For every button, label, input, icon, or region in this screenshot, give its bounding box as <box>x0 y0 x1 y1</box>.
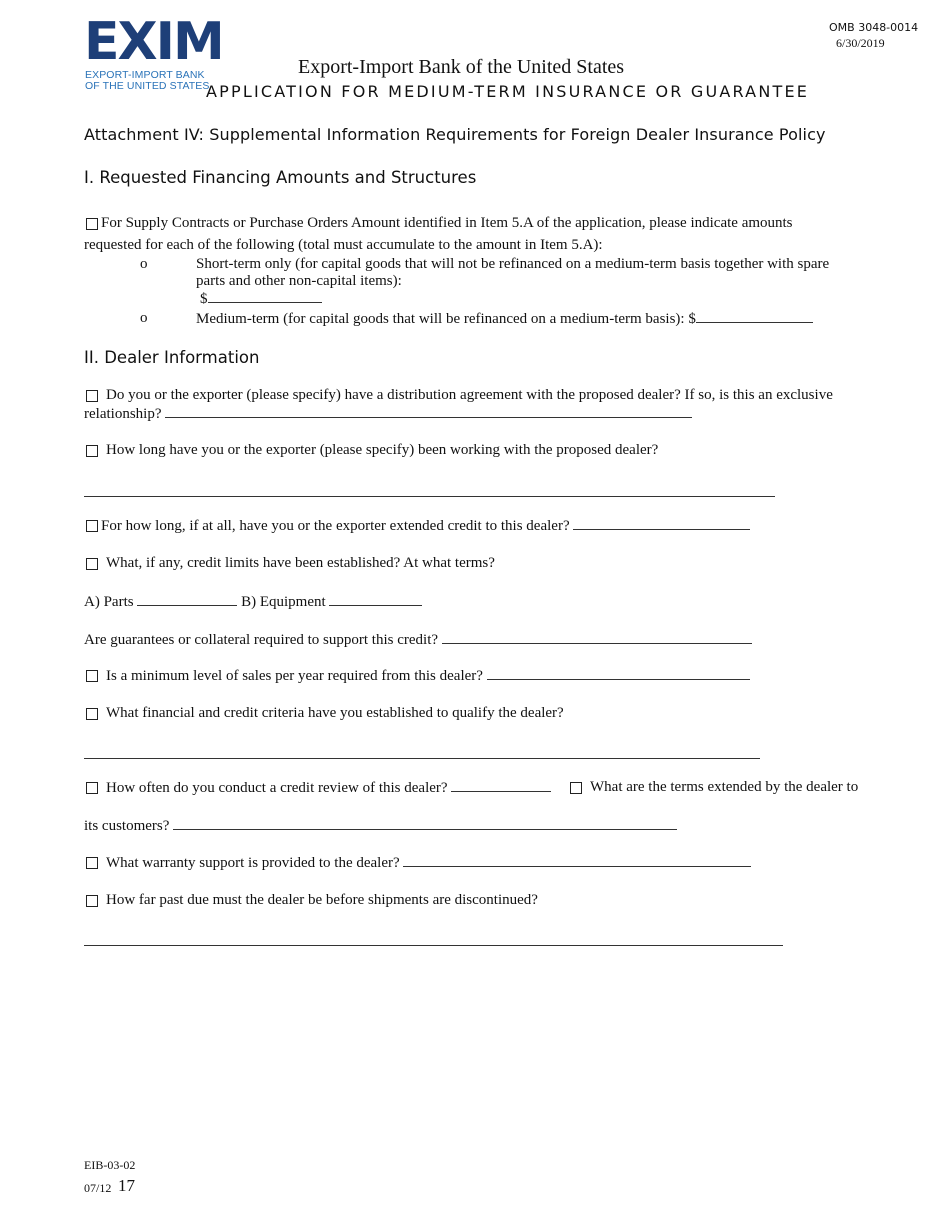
credit-review-label: How often do you conduct a credit review of this dealer? <box>106 780 448 796</box>
warranty-field[interactable] <box>403 854 751 867</box>
credit-limits-question: What, if any, credit limits have been established? At what terms? <box>106 555 495 571</box>
credit-review-question <box>106 779 551 797</box>
section-1-intro-line2: requested for each of the following (total must accumulate to the amount in Item 5.A): <box>84 237 603 253</box>
omb-number: OMB 3048-0014 <box>829 21 919 34</box>
dealer-terms-checkbox[interactable] <box>570 782 582 794</box>
section-2-heading: II. Dealer Information <box>84 348 260 367</box>
bullet-marker: o <box>140 310 148 326</box>
medium-term-label: Medium-term (for capital goods that will be refinanced on a medium-term basis): $ <box>196 311 696 327</box>
short-term-line2: parts and other non-capital items): <box>196 273 402 289</box>
credit-criteria-checkbox[interactable] <box>86 708 98 720</box>
working-duration-question: How long have you or the exporter (please specify) been working with the proposed dealer? <box>106 442 659 458</box>
credit-extended-checkbox[interactable] <box>86 520 98 532</box>
credit-review-field[interactable] <box>451 779 551 792</box>
minimum-sales-question <box>106 667 750 685</box>
section-1-heading: I. Requested Financing Amounts and Structures <box>84 168 477 187</box>
customers-label: its customers? <box>84 818 170 834</box>
exim-logo: EXIM <box>84 12 223 72</box>
parts-field[interactable] <box>137 593 237 606</box>
short-term-amount <box>200 290 322 308</box>
past-due-checkbox[interactable] <box>86 895 98 907</box>
credit-extended-question <box>101 517 750 535</box>
credit-limits-checkbox[interactable] <box>86 558 98 570</box>
credit-extended-field[interactable] <box>573 517 750 530</box>
past-due-question: How far past due must the dealer be before shipments are discontinued? <box>106 892 538 908</box>
short-term-line1: Short-term only (for capital goods that will not be refinanced on a medium-term basis together with spare <box>196 256 830 272</box>
omb-expiration-date: 6/30/2019 <box>836 36 885 50</box>
working-duration-answer-line[interactable] <box>84 496 775 497</box>
supply-contracts-checkbox[interactable] <box>86 218 98 230</box>
distribution-agreement-checkbox[interactable] <box>86 390 98 402</box>
section-1-intro-line1: For Supply Contracts or Purchase Orders Amount identified in Item 5.A of the application, please indicate amounts <box>101 215 793 231</box>
dealer-terms-field[interactable] <box>173 817 677 830</box>
form-title: APPLICATION FOR MEDIUM-TERM INSURANCE OR GUARANTEE <box>206 82 810 101</box>
parts-label: A) Parts <box>84 594 134 610</box>
minimum-sales-field[interactable] <box>487 667 750 680</box>
dealer-terms-question-line2 <box>84 817 677 835</box>
dollar-sign: $ <box>200 291 208 307</box>
distribution-question-line2 <box>84 405 692 423</box>
working-duration-checkbox[interactable] <box>86 445 98 457</box>
relationship-field[interactable] <box>165 405 692 418</box>
guarantees-field[interactable] <box>442 631 752 644</box>
past-due-answer-line[interactable] <box>84 945 783 946</box>
equipment-label: B) Equipment <box>241 594 326 610</box>
form-id: EIB-03-02 <box>84 1158 136 1172</box>
minimum-sales-label: Is a minimum level of sales per year required from this dealer? <box>106 668 483 684</box>
logo-subtitle-line1: EXPORT-IMPORT BANK <box>85 69 205 81</box>
warranty-support-checkbox[interactable] <box>86 857 98 869</box>
guarantees-label: Are guarantees or collateral required to support this credit? <box>84 632 439 648</box>
medium-term-amount-field[interactable] <box>696 310 813 323</box>
revision-date: 07/12 <box>84 1181 112 1195</box>
credit-criteria-question: What financial and credit criteria have you established to qualify the dealer? <box>106 705 564 721</box>
warranty-support-question <box>106 854 751 872</box>
short-term-amount-field[interactable] <box>208 290 322 303</box>
distribution-question-line1: Do you or the exporter (please specify) have a distribution agreement with the proposed dealer? If so, is this an exclusive <box>106 387 833 403</box>
bank-name: Export-Import Bank of the United States <box>298 56 625 78</box>
dealer-terms-question-line1: What are the terms extended by the dealer to <box>590 779 859 795</box>
credit-extended-label: For how long, if at all, have you or the exporter extended credit to this dealer? <box>101 518 570 534</box>
relationship-label: relationship? <box>84 406 162 422</box>
medium-term-amount <box>196 310 813 328</box>
equipment-field[interactable] <box>329 593 422 606</box>
bullet-marker: o <box>140 256 148 272</box>
minimum-sales-checkbox[interactable] <box>86 670 98 682</box>
credit-review-checkbox[interactable] <box>86 782 98 794</box>
logo-subtitle-line2: OF THE UNITED STATES <box>85 80 210 92</box>
guarantees-question <box>84 631 752 649</box>
attachment-title: Attachment IV: Supplemental Information Requirements for Foreign Dealer Insurance Policy <box>84 125 826 144</box>
credit-criteria-answer-line[interactable] <box>84 758 760 759</box>
parts-equipment-row <box>84 593 422 611</box>
page-number: 17 <box>118 1176 135 1195</box>
warranty-label: What warranty support is provided to the dealer? <box>106 855 400 871</box>
